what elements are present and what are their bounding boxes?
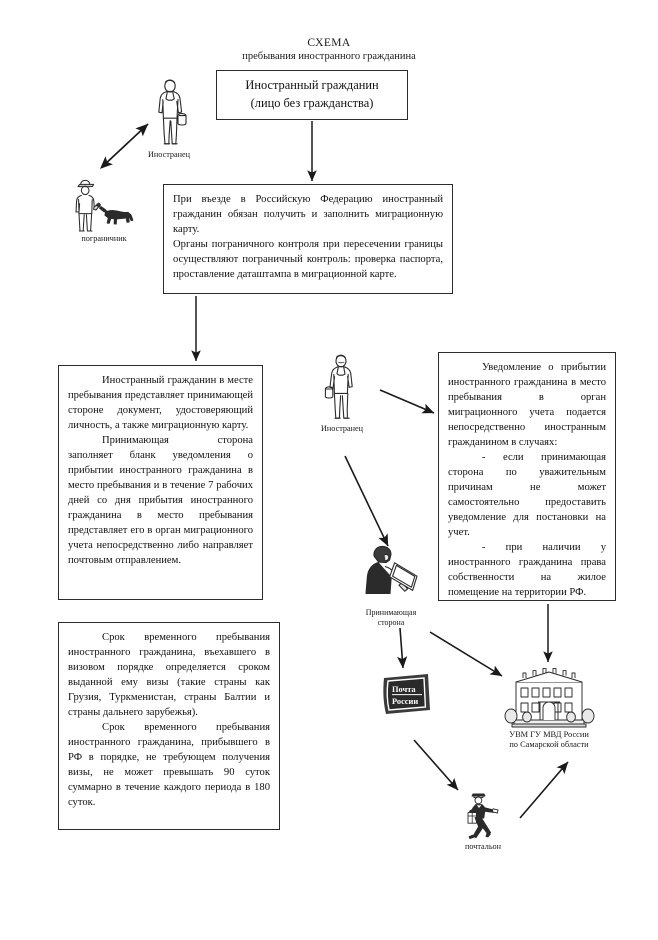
figure-uvm-building-caption-line2: по Самарской области <box>509 740 589 750</box>
person-at-computer-icon <box>360 540 422 608</box>
box-arrival-notification-para3: - при наличии у иностранного гражданина права собственности на жилое помещение на территории РФ. <box>448 542 606 599</box>
box-foreign-citizen <box>216 70 408 120</box>
man-with-briefcase-icon <box>140 78 198 150</box>
box-stay-terms-para1: Срок временного пребывания иностранного гражданина, въехавшего в визовом порядке определяется сроком выданной ему визы (такие страны как Грузия, Туркменистан, страны Балтии и страны дальнего зарубежья). <box>68 632 270 719</box>
arrow-foreigner2-to-notification <box>380 390 434 413</box>
box-foreign-citizen-line1: Иностранный гражданин <box>245 78 379 93</box>
figure-host-party-caption-line1: Принимающая <box>365 608 417 617</box>
figure-border-guard <box>66 178 142 243</box>
border-guard-with-dog-icon <box>66 178 142 234</box>
box-presenting-documents <box>58 365 263 600</box>
box-foreign-citizen-line2: (лицо без гражданства) <box>250 96 374 110</box>
figure-russian-post <box>378 668 436 720</box>
arrow-host-to-postal <box>400 628 403 668</box>
figure-foreigner-middle-caption: Иностранец <box>320 424 364 433</box>
man-with-briefcase-icon <box>316 352 368 424</box>
title-subtitle: пребывания иностранного гражданина <box>242 51 416 63</box>
postman-icon <box>455 790 511 842</box>
title-main: СХЕМА <box>307 37 351 49</box>
figure-uvm-building-caption <box>509 730 589 750</box>
box-stay-terms-para2: Срок временного пребывания иностранного гражданина, прибывшего в РФ в порядке, не требующем получения визы, не может превышать 90 суток суммарно в течение каждого периода в 180 суток. <box>68 722 270 809</box>
arrow-foreigner2-to-host <box>345 456 388 546</box>
box-entry-rules-para2: Органы пограничного контроля при пересечении границы осуществляют пограничный контроль: проверка паспорта, проставление даташтампа в миграционной карте. <box>173 239 443 281</box>
box-arrival-notification-para1: Уведомление о прибытии иностранного гражданина в место пребывания в орган миграционного учета подается непосредственно иностранным гражданином в случаях: <box>448 362 606 449</box>
figure-foreigner-top <box>140 78 198 159</box>
box-arrival-notification <box>438 352 616 601</box>
svg-text:России: России <box>392 697 419 706</box>
figure-postman-caption: почтальон <box>464 842 502 851</box>
figure-foreigner-top-caption: Иностранец <box>147 150 191 159</box>
arrow-postman-to-building <box>520 762 568 818</box>
figure-uvm-building <box>502 662 596 750</box>
figure-host-party-caption-line2: сторона <box>377 617 405 627</box>
box-arrival-notification-para2: - если принимающая сторона по уважительным причинам не может самостоятельно предоставить уведомление для постановки на учет. <box>448 452 606 539</box>
figure-foreigner-middle <box>316 352 368 433</box>
box-presenting-documents-para1: Иностранный гражданин в месте пребывания представляет принимающей стороне документ, удостоверяющий личность, а также миграционную карту. <box>68 375 253 432</box>
page-title <box>0 36 658 64</box>
arrow-host-to-building <box>430 632 502 676</box>
government-building-icon <box>502 662 596 732</box>
figure-host-party-caption <box>366 608 417 627</box>
box-entry-rules <box>163 184 453 294</box>
svg-text:Почта: Почта <box>392 685 416 694</box>
box-presenting-documents-para2: Принимающая сторона заполняет бланк уведомления о прибытии иностранного гражданина в место пребывания и в течение 7 рабочих дней со дня прибытия иностранного гражданина в место пребывания представляет его в орган миграционного учета непосредственно либо направляет почтовым отправлением. <box>68 435 253 567</box>
russian-post-logo-icon <box>378 668 436 720</box>
arrow-postal-to-postman <box>414 740 458 790</box>
figure-border-guard-caption: пограничник <box>81 234 127 243</box>
figure-uvm-building-caption-line1: УВМ ГУ МВД России <box>509 730 589 739</box>
figure-postman <box>455 790 511 851</box>
box-entry-rules-para1: При въезде в Российскую Федерацию иностранный гражданин обязан получить и заполнить миграционную карту. <box>173 194 443 236</box>
figure-host-party <box>360 540 422 627</box>
box-stay-terms <box>58 622 280 830</box>
